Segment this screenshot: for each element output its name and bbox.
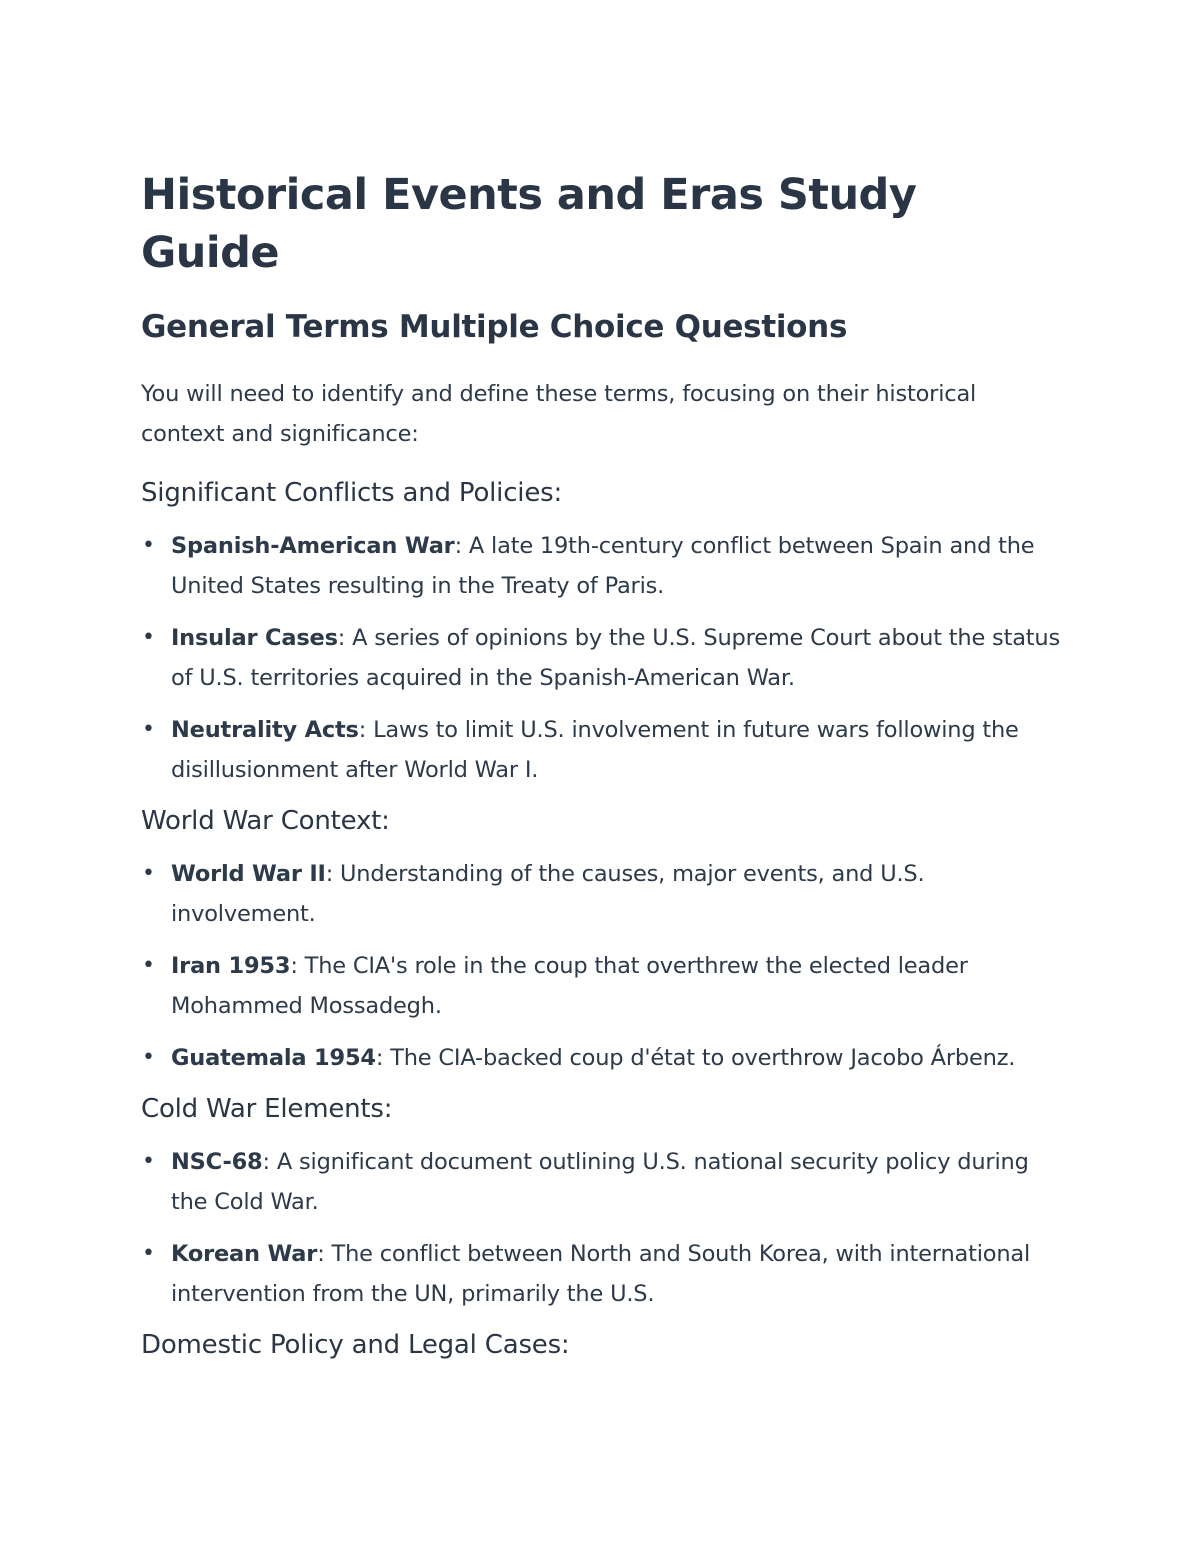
bullet-icon: •: [142, 953, 155, 978]
bullet-icon: •: [142, 533, 155, 558]
bullet-icon: •: [142, 1241, 155, 1266]
list-item: [141, 710, 1061, 790]
section-world-war-context: [141, 802, 1061, 1078]
list-item: [141, 618, 1061, 698]
term-label: Neutrality Acts: [171, 717, 359, 743]
section-subtitle: General Terms Multiple Choice Questions: [141, 309, 848, 345]
bullet-icon: •: [142, 717, 155, 742]
term-label: World War II: [171, 861, 326, 887]
section-heading: Significant Conflicts and Policies:: [141, 478, 563, 508]
list-item: [141, 526, 1061, 606]
term-label: Insular Cases: [171, 625, 338, 651]
section-heading: World War Context:: [141, 806, 390, 836]
term-list: [141, 854, 1061, 1078]
term-label: NSC-68: [171, 1149, 263, 1175]
term-description: : The conflict between North and South Korea, with international intervention from the UN, primarily the U.S.: [171, 1241, 1031, 1307]
term-description: : A series of opinions by the U.S. Supreme Court about the status of U.S. territories acquired in the Spanish-American War.: [171, 625, 1060, 691]
term-label: Korean War: [171, 1241, 318, 1267]
term-description: : A significant document outlining U.S. national security policy during the Cold War.: [171, 1149, 1029, 1215]
bullet-icon: •: [142, 1149, 155, 1174]
list-item: [141, 854, 1061, 934]
section-conflicts-policies: [141, 474, 1061, 790]
list-item: [141, 946, 1061, 1026]
page-title: Historical Events and Eras Study Guide: [141, 170, 917, 278]
document-page: [141, 166, 1061, 1364]
section-domestic-policy: [141, 1326, 1061, 1364]
term-label: Guatemala 1954: [171, 1045, 376, 1071]
section-cold-war-elements: [141, 1090, 1061, 1314]
intro-paragraph: You will need to identify and define these terms, focusing on their historical context and significance:: [141, 381, 977, 447]
bullet-icon: •: [142, 861, 155, 886]
list-item: [141, 1234, 1061, 1314]
term-list: [141, 1142, 1061, 1314]
list-item: [141, 1142, 1061, 1222]
section-heading: Domestic Policy and Legal Cases:: [141, 1330, 570, 1360]
term-description: : Laws to limit U.S. involvement in future wars following the disillusionment after World War I.: [171, 717, 1019, 783]
term-label: Iran 1953: [171, 953, 291, 979]
term-description: : The CIA's role in the coup that overthrew the elected leader Mohammed Mossadegh.: [171, 953, 968, 1019]
term-label: Spanish-American War: [171, 533, 455, 559]
term-list: [141, 526, 1061, 790]
list-item: [141, 1038, 1061, 1078]
term-description: : The CIA-backed coup d'état to overthrow Jacobo Árbenz.: [375, 1045, 1016, 1071]
bullet-icon: •: [142, 625, 155, 650]
section-heading: Cold War Elements:: [141, 1094, 393, 1124]
bullet-icon: •: [142, 1045, 155, 1070]
term-description: : A late 19th-century conflict between Spain and the United States resulting in the Treaty of Paris.: [171, 533, 1035, 599]
term-description: : Understanding of the causes, major events, and U.S. involvement.: [171, 861, 925, 927]
